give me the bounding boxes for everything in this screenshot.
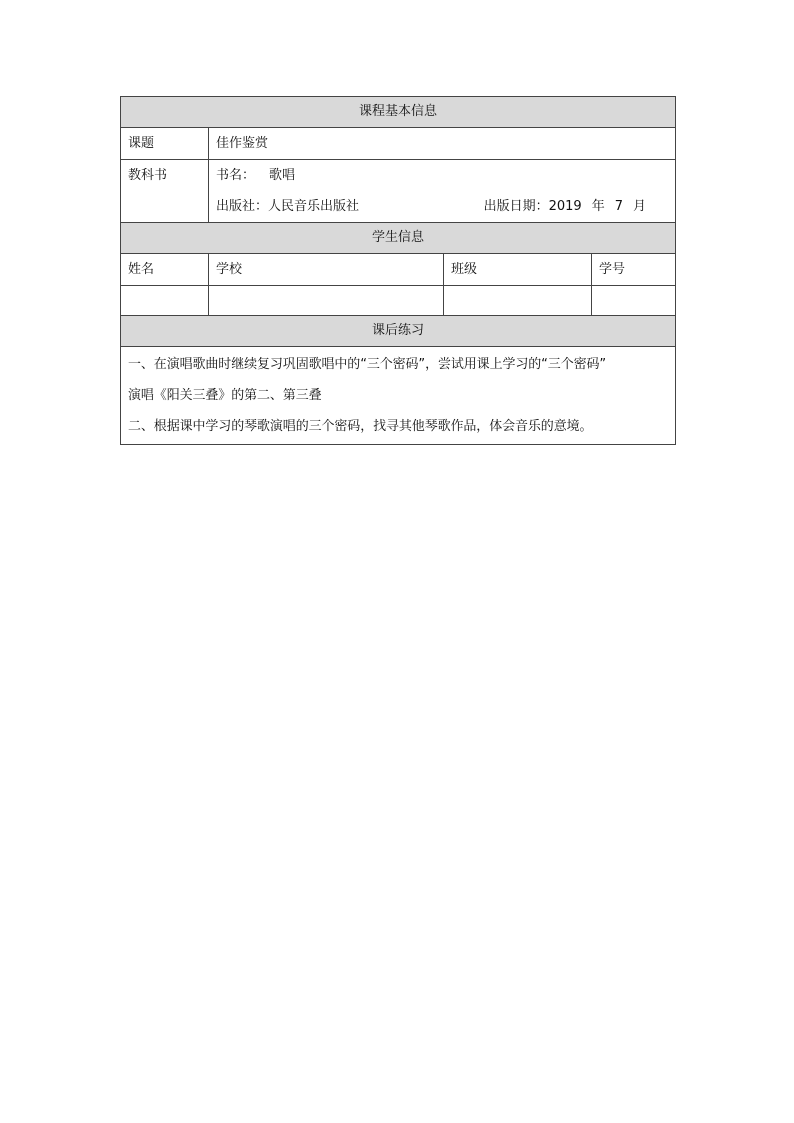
book-name-label: 书名： [216,167,256,183]
topic-row [121,128,676,160]
textbook-label: 教科书 [121,160,209,223]
exercise-line: 二、根据课中学习的琴歌演唱的三个密码，找寻其他琴歌作品，体会音乐的意境。 [128,418,593,434]
exercise-line: 演唱《阳关三叠》的第二、第三叠 [128,387,322,403]
pub-date-label: 出版日期： [483,198,549,214]
student-id-field[interactable] [592,286,676,316]
course-info-heading: 课程基本信息 [121,97,676,128]
column-name: 姓名 [121,254,209,286]
exercises-row [121,347,676,445]
exercises-heading: 课后练习 [121,316,676,347]
book-name-line [216,160,668,191]
column-student-id: 学号 [592,254,676,286]
pub-month: 7 [614,198,623,214]
student-info-heading: 学生信息 [121,223,676,254]
pub-year: 2019 [548,198,582,214]
column-class: 班级 [444,254,592,286]
month-unit: 月 [633,198,647,214]
topic-label: 课题 [121,128,209,160]
course-info-header-row [121,97,676,128]
exercises-header-row [121,316,676,347]
name-field[interactable] [121,286,209,316]
school-field[interactable] [209,286,444,316]
publisher-value: 人民音乐出版社 [268,198,360,214]
class-field[interactable] [444,286,592,316]
year-unit: 年 [591,198,605,214]
student-columns-row [121,254,676,286]
publisher-label: 出版社： [216,198,269,214]
textbook-row [121,160,676,223]
student-info-header-row [121,223,676,254]
topic-value: 佳作鉴赏 [209,128,676,160]
column-school: 学校 [209,254,444,286]
book-name-value: 歌唱 [269,167,296,183]
lesson-info-table [120,96,676,445]
student-values-row [121,286,676,316]
exercises-content [121,347,676,445]
publisher-line [216,191,668,222]
publication-date [484,199,646,215]
textbook-details [209,160,676,223]
exercise-line: 一、在演唱歌曲时继续复习巩固歌唱中的“三个密码”，尝试用课上学习的“三个密码” [128,356,607,372]
